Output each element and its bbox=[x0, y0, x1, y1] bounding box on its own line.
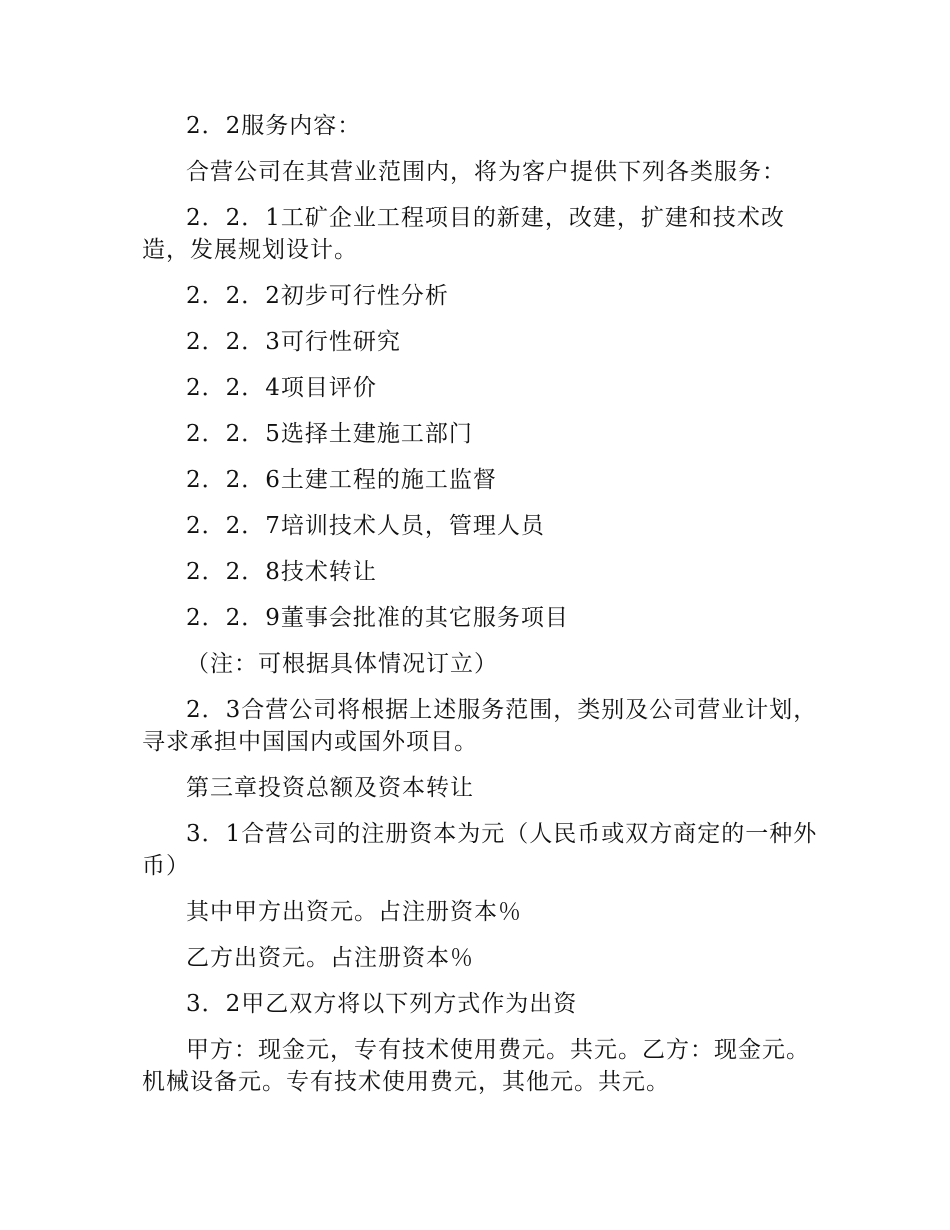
paragraph-item-2-2-5: 2．2．5选择土建施工部门 bbox=[186, 421, 473, 447]
paragraph-item-3-1: 3．1合营公司的注册资本为元（人民币或双方商定的一种外币） bbox=[142, 821, 818, 879]
paragraph-item-2-2-4: 2．2．4项目评价 bbox=[186, 375, 377, 401]
paragraph-service-intro: 合营公司在其营业范围内，将为客户提供下列各类服务： bbox=[186, 159, 786, 185]
chapter-heading-3: 第三章投资总额及资本转让 bbox=[186, 775, 474, 801]
document-body bbox=[142, 110, 832, 1112]
paragraph-item-2-2-3: 2．2．3可行性研究 bbox=[186, 329, 401, 355]
paragraph-service-content: 2．2服务内容： bbox=[186, 113, 362, 139]
paragraph-item-3-2: 3．2甲乙双方将以下列方式作为出资 bbox=[186, 991, 578, 1017]
paragraph-note: （注：可根据具体情况订立） bbox=[186, 651, 498, 677]
paragraph-party-a-contribution: 其中甲方出资元。占注册资本％ bbox=[186, 899, 522, 925]
paragraph-item-2-2-7: 2．2．7培训技术人员，管理人员 bbox=[186, 513, 545, 539]
paragraph-party-b-contribution: 乙方出资元。占注册资本％ bbox=[186, 945, 474, 971]
paragraph-contribution-details: 甲方：现金元，专有技术使用费元。共元。乙方：现金元。机械设备元。专有技术使用费元，其他元。共元。 bbox=[142, 1037, 810, 1095]
paragraph-item-2-2-9: 2．2．9董事会批准的其它服务项目 bbox=[186, 605, 569, 631]
paragraph-item-2-2-1: 2．2．1工矿企业工程项目的新建，改建，扩建和技术改造，发展规划设计。 bbox=[142, 205, 785, 263]
paragraph-item-2-2-8: 2．2．8技术转让 bbox=[186, 559, 377, 585]
paragraph-item-2-3: 2．3合营公司将根据上述服务范围，类别及公司营业计划，寻求承担中国国内或国外项目。 bbox=[142, 697, 818, 755]
paragraph-item-2-2-2: 2．2．2初步可行性分析 bbox=[186, 283, 449, 309]
paragraph-item-2-2-6: 2．2．6土建工程的施工监督 bbox=[186, 467, 497, 493]
